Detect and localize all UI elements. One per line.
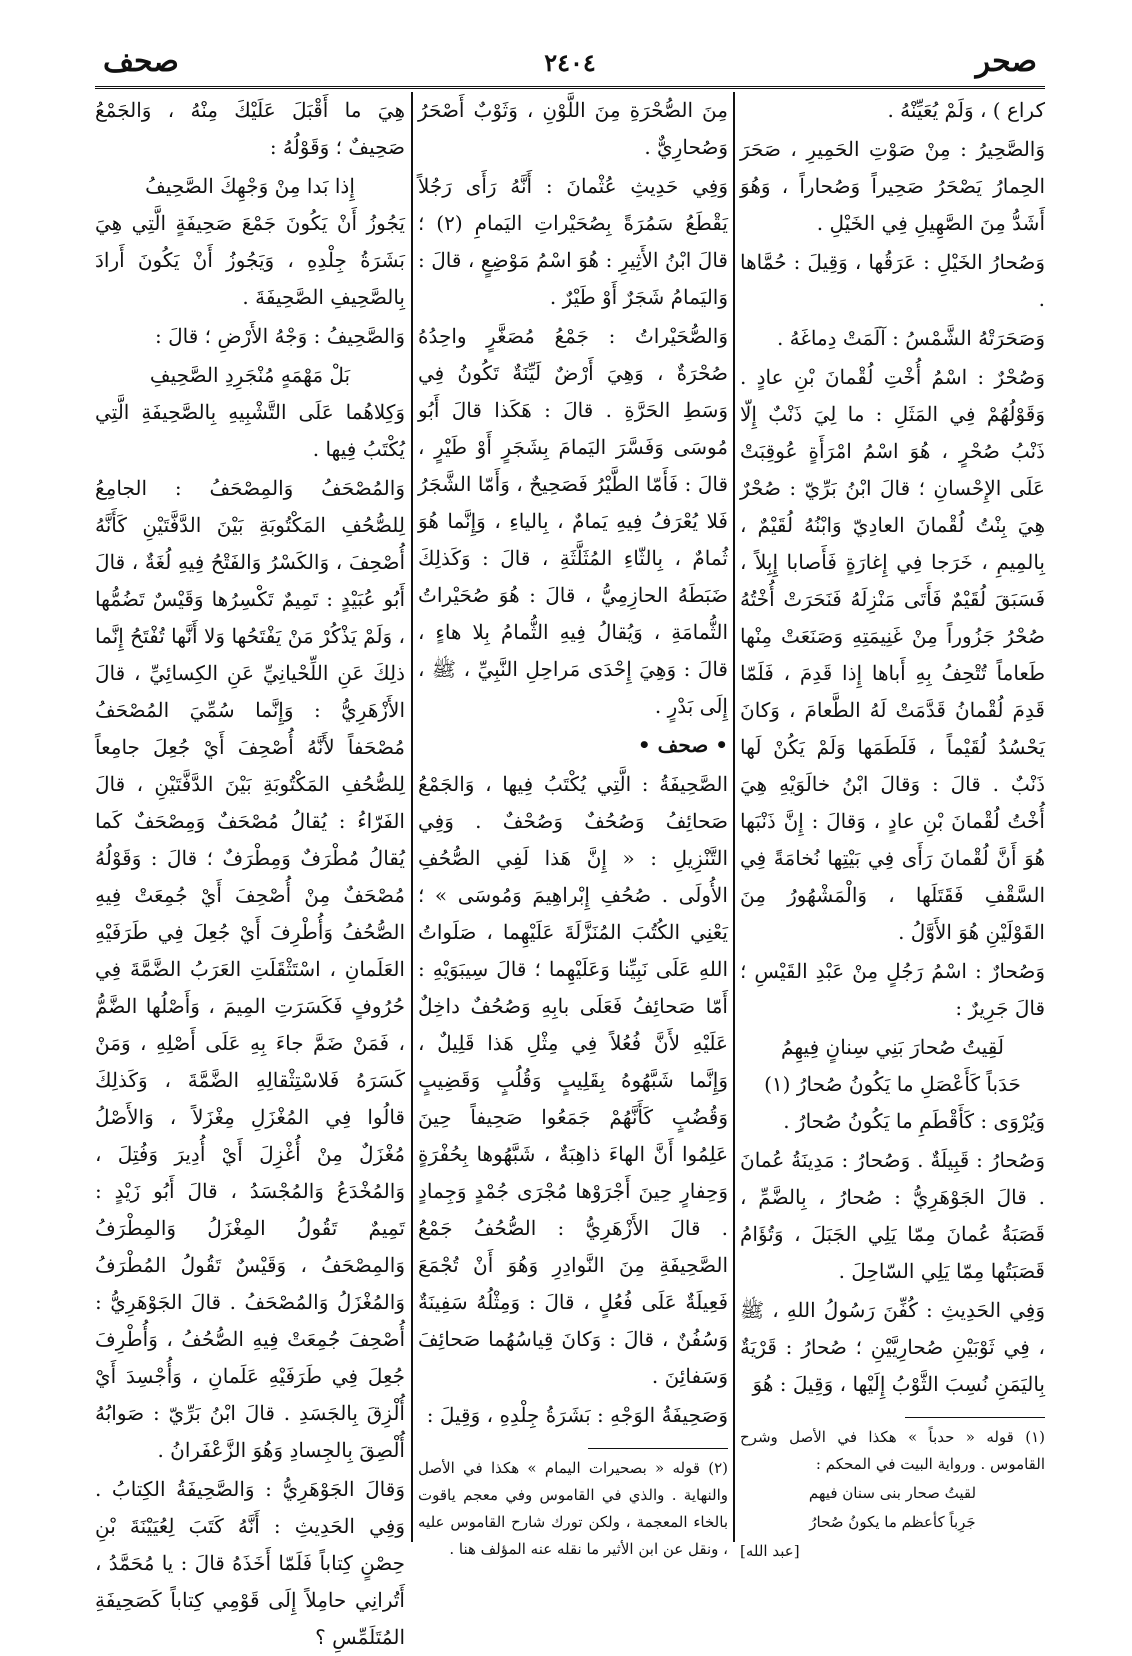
paragraph: هِيَ ما أَقْبَلَ عَلَيْكَ مِنْهُ ، وَالجَمْعُ صَحِيفٌ ؛ وَقَوْلُهُ :: [95, 98, 405, 159]
header-left-word: صحف: [103, 44, 179, 79]
paragraph: يَجُوزُ أَنْ يَكُونَ جَمْعَ صَحِيفَةٍ الَّتِي هِيَ بَشَرَةُ جِلْدِهِ ، وَيَجُوزُ أَنْ يَكُونَ أَرادَ بِالصَّحِيفِ الصَّحِيفَةَ .: [95, 211, 405, 309]
paragraph: وَكِلاهُما عَلَى التَّشْبِيهِ بِالصَّحِيفَةِ الَّتِي يُكْتَبُ فِيها .: [95, 400, 405, 461]
verse-line: إِذا بَدا مِنْ وَجْهِكَ الصَّحِيفُ: [145, 174, 355, 198]
footnote: (٢) قوله « بصحيرات اليمام » هكذا في الأصل والنهاية . والذي في القاموس وفي معجم ياقوت بالخاء المعجمة ، ولكن تورك شارح القاموس عليه ، ونقل عن ابن الأثير ما نقله عنه المؤلف هنا .: [418, 1459, 728, 1558]
paragraph: وَالصُّحَيْراتُ : جَمْعُ مُصَغَّرٍ واحِدُهُ صُحْرَةٌ ، وَهِيَ أَرْضٌ لَيِّنَةٌ تَكُونُ فِي وَسَطِ الحَرَّةِ . قالَ : هَكَذا قالَ أَبُو مُوسَى وَفَسَّرَ اليَمامَ بِشَجَرٍ أَوْ طَيْرٍ ، قالَ : فَأَمّا الطَّيْرُ فَصَحِيحٌ ، وَأَمّا الشَّجَرُ فَلا يُعْرَفُ فِيهِ يَمامٌ ، بِالياءِ ، وَإِنَّما هُوَ ثُمامٌ ، بِالثّاءِ المُثَلَّثَةِ ، قالَ : وَكَذلِكَ ضَبَطَهُ الحازِمِيُّ ، قالَ : هُوَ صُحَيْراتُ الثُّمامَةِ ، وَيُقالُ فِيهِ الثُّمامُ بِلا هاءٍ ، قالَ : وَهِيَ إِحْدَى مَراحِلِ النَّبِيِّ ، ﷺ ، إِلَى بَدْرٍ .: [418, 324, 728, 718]
entry-heading: • صحف •: [637, 733, 728, 757]
footnote-verse: لقيتُ صحار بنى سنان فيهم: [808, 1484, 977, 1502]
paragraph: مِنَ الصُّحْرَةِ مِنَ اللَّوْنِ ، وَثَوْبٌ أَصْحَرُ وَصُحارِيٌّ .: [418, 98, 728, 159]
paragraph: وَصُحارُ : قَبِيلَةٌ . وَصُحارُ : مَدِينَةُ عُمانَ . قالَ الجَوْهَرِيُّ : صُحارُ ، بِالضَّمِّ ، قَصَبَةُ عُمانَ مِمّا يَلِي الجَبَلَ ، وَتُؤَامُ قَصَبَتُها مِمّا يَلِي السّاحِلَ .: [740, 1148, 1045, 1283]
verse-line: حَدَباً كَأَعْصَلِ ما يَكُونُ صُحارُ (١): [764, 1072, 1021, 1096]
paragraph: وَصُحارُ الخَيْلِ : عَرَقُها ، وَقِيلَ : حُمَّاها .: [740, 250, 1045, 311]
page-number: ٢٤٠٤: [544, 48, 596, 77]
paragraph: وَقالَ الجَوْهَرِيُّ : وَالصَّحِيفَةُ الكِتابُ . وَفِي الحَدِيثِ : أَنَّهُ كَتَبَ لِعُيَيْنَةَ بْنِ حِصْنٍ كِتاباً فَلَمّا أَخَذَهُ قالَ : يا مُحَمَّدُ ، أَتُرانِي حامِلاً إِلَى قَوْمِي كِتاباً كَصَحِيفَةِ المُتَلَمِّسِ ؟: [95, 1477, 405, 1649]
paragraph: وَالصَّحِيفُ : وَجْهُ الأَرْضِ ؛ قالَ :: [154, 324, 405, 348]
header-right-word: صحر: [975, 44, 1037, 79]
footnote-separator: [588, 1448, 728, 1449]
verse-line: بَلْ مَهْمَهٍ مُنْجَرِدِ الصَّحِيفِ: [149, 363, 351, 387]
column-divider-left: [411, 92, 413, 1542]
paragraph: وَصُحْرٌ : اسْمُ أُخْتِ لُقْمانَ بْنِ عادٍ . وَقَوْلُهُمْ فِي المَثَلِ : ما لِيَ ذَنْبٌ إِلّا ذَنْبُ صُحْرٍ ، هُوَ اسْمُ امْرَأَةٍ عُوقِبَتْ عَلَى الإِحْسانِ ؛ قالَ ابْنُ بَرِّيّ : صُحْرٌ هِيَ بِنْتُ لُقْمانَ العادِيّ وَابْنُهُ لُقَيْمٌ ، بِالمِيمِ ، خَرَجا فِي إِغارَةٍ فَأَصابا إِبِلاً ، فَسَبَقَ لُقَيْمٌ فَأَتَى مَنْزِلَهُ فَنَحَرَتْ أُخْتُهُ صُحْرُ جَزُوراً مِنْ غَنِيمَتِهِ وَصَنَعَتْ مِنْها طَعاماً تُتْحِفُ بِهِ أَباها إِذا قَدِمَ ، فَلَمّا قَدِمَ لُقْمانُ قَدَّمَتْ لَهُ الطَّعامَ ، وَكانَ يَحْسُدُ لُقَيْماً ، فَلَطَمَها وَلَمْ يَكُنْ لَها ذَنْبٌ . قالَ : وَقالَ ابْنُ خالَوَيْهِ هِيَ أُخْتُ لُقْمانَ بْنِ عادٍ ، وَقالَ : إِنَّ ذَنْبَها هُوَ أَنَّ لُقْمانَ رَأَى فِي بَيْتِها نُخامَةً فِي السَّقْفِ فَقَتَلَها ، وَالْمَشْهُورُ مِنَ القَوْلَيْنِ هُوَ الأَوَّلُ .: [740, 365, 1045, 944]
column-left: [95, 92, 405, 1649]
paragraph: وَالمُصْحَفُ وَالمِصْحَفُ : الجامِعُ لِلصُّحُفِ المَكْتُوبَةِ بَيْنَ الدَّفَّتَيْنِ كَأَنَّهُ أُصْحِفَ ، وَالكَسْرُ وَالفَتْحُ فِيهِ لُغَةٌ ، قالَ أَبُو عُبَيْدٍ : تَمِيمٌ تَكْسِرُها وَقَيْسٌ تَضُمُّها ، وَلَمْ يَذْكُرْ مَنْ يَفْتَحُها وَلا أَنَّها تُفْتَحُ إِنَّما ذلِكَ عَنِ اللِّحْيانِيِّ عَنِ الكِسائِيِّ ، قالَ الأَزْهَرِيُّ : وَإِنَّما سُمِّيَ المُصْحَفُ مُصْحَفاً لأَنَّهُ أُصْحِفَ أَيْ جُعِلَ جامِعاً لِلصُّحُفِ المَكْتُوبَةِ بَيْنَ الدَّفَّتَيْنِ ، قالَ الفَرّاءُ : يُقالُ مُصْحَفٌ وَمِصْحَفٌ كَما يُقالُ مُطْرَفٌ وَمِطْرَفٌ ؛ قالَ : وَقَوْلُهُ مُصْحَفٌ مِنْ أُصْحِفَ أَيْ جُمِعَتْ فِيهِ الصُّحُفُ وَأُطْرِفَ أَيْ جُعِلَ فِي طَرَفَيْهِ العَلَمانِ ، اسْتَثْقَلَتِ العَرَبُ الضَّمَّةَ فِي حُرُوفٍ فَكَسَرَتِ المِيمَ ، وَأَصْلُها الضَّمُّ ، فَمَنْ ضَمَّ جاءَ بِهِ عَلَى أَصْلِهِ ، وَمَنْ كَسَرَهُ فَلاسْتِثْقالِهِ الضَّمَّةَ ، وَكَذلِكَ قالُوا فِي المُغْزَلِ مِغْزَلاً ، وَالأَصْلُ مُغْزَلٌ مِنْ أُغْزِلَ أَيْ أُدِيرَ وَفُتِلَ ، وَالمُخْدَعُ وَالمُجْسَدُ ، قالَ أَبُو زَيْدٍ : تَمِيمٌ تَقُولُ المِغْزَلُ وَالمِطْرَفُ وَالمِصْحَفُ ، وَقَيْسٌ تَقُولُ المُطْرَفُ وَالمُغْزَلُ وَالمُصْحَفُ . قالَ الجَوْهَرِيُّ : أُصْحِفَ جُمِعَتْ فِيهِ الصُّحُفُ ، وَأُطْرِفَ جُعِلَ فِي طَرَفَيْهِ عَلَمانِ ، وَأُجْسِدَ أَيْ أُلْزِقَ بِالجَسَدِ . قالَ ابْنُ بَرِّيّ : صَوابُهُ أُلْصِقَ بِالجِسادِ وَهُوَ الزَّعْفَرانُ .: [95, 476, 405, 1462]
footnote-signature: [عبد الله]: [740, 1542, 800, 1560]
paragraph: وَصُحارٌ : اسْمُ رَجُلٍ مِنْ عَبْدِ القَيْسِ ؛ قالَ جَرِيرٌ :: [740, 959, 1045, 1020]
column-middle: [418, 92, 728, 1558]
footnote: (١) قوله « حدباً » هكذا في الأصل وشرح القاموس . ورواية البيت في المحكم :: [740, 1428, 1045, 1473]
paragraph: وَالصَّحِيرُ : مِنْ صَوْتِ الحَمِيرِ ، صَحَرَ الحِمارُ يَصْحَرُ صَحِيراً وَصُحاراً ، وَهُوَ أَشَدُّ مِنَ الصَّهِيلِ فِي الخَيْلِ .: [740, 137, 1045, 235]
paragraph: وَيُرْوَى : كَأَقْطَمِ ما يَكُونُ صُحارُ .: [783, 1109, 1045, 1133]
paragraph: الصَّحِيفَةُ : الَّتِي يُكْتَبُ فِيها ، وَالجَمْعُ صَحائِفُ وَصُحُفٌ وَصُحْفٌ . وَفِي التَّنْزِيلِ : « إِنَّ هَذا لَفِي الصُّحُفِ الأُولَى . صُحُفِ إِبْراهِيمَ وَمُوسَى » ؛ يَعْنِي الكُتُبَ المُنَزَّلَةَ عَلَيْهِما ، صَلَواتُ اللهِ عَلَى نَبِيِّنا وَعَلَيْهِما ؛ قالَ سِيبَوَيْهِ : أَمّا صَحائِفُ فَعَلَى بابِهِ وَصُحُفٌ داخِلٌ عَلَيْهِ لأَنَّ فُعُلاً فِي مِثْلِ هَذا قَلِيلٌ ، وَإِنَّما شَبَّهُوهُ بِقَلِيبٍ وَقُلُبٍ وَقَضِيبٍ وَقُضُبٍ كَأَنَّهُمْ جَمَعُوا صَحِيفاً حِينَ عَلِمُوا أَنَّ الهاءَ ذاهِبَةٌ ، شَبَّهُوها بِحُفْرَةٍ وَحِفارٍ حِينَ أَجْرَوْها مُجْرَى جُمْدٍ وَجِمادٍ . قالَ الأَزْهَرِيُّ : الصُّحُفُ جَمْعُ الصَّحِيفَةِ مِنَ النَّوادِرِ وَهُوَ أَنْ تُجْمَعَ فَعِيلَةٌ عَلَى فُعُلٍ ، قالَ : وَمِثْلُهُ سَفِينَةٌ وَسُفُنٌ ، قالَ : وَكانَ قِياسُهُما صَحائِفَ وَسَفائِنَ .: [418, 772, 728, 1388]
paragraph: كراع ) ، وَلَمْ يُعَيِّنْهُ .: [887, 98, 1045, 122]
paragraph: وَصَحِيفَةُ الوَجْهِ : بَشَرَةُ جِلْدِهِ ، وَقِيلَ :: [426, 1403, 728, 1427]
verse-line: لَقِيتُ صُحارَ بَنِي سِنانٍ فِيهِمُ: [781, 1035, 1004, 1059]
page-header: [95, 40, 1045, 89]
footnote-verse: جَرِباً كأعظم ما يكونُ صُحارُ: [809, 1513, 976, 1531]
paragraph: وَفِي حَدِيثِ عُثْمانَ : أَنَّهُ رَأَى رَجُلاً يَقْطَعُ سَمُرَةً بِصُحَيْراتِ اليَمامِ (٢) ؛ قالَ ابْنُ الأَثِيرِ : هُوَ اسْمُ مَوْضِعٍ ، قالَ : وَاليَمامُ شَجَرٌ أَوْ طَيْرٌ .: [418, 174, 728, 309]
paragraph: وَفِي الحَدِيثِ : كُفِّنَ رَسُولُ اللهِ ، ﷺ ، فِي ثَوْبَيْنِ صُحارِيَّيْنِ ؛ صُحارُ : قَرْيَةٌ بِاليَمَنِ نُسِبَ الثَّوْبُ إِلَيْها ، وَقِيلَ : هُوَ: [740, 1298, 1045, 1396]
column-divider-right: [733, 92, 735, 1542]
column-right: [740, 92, 1045, 1560]
footnote-separator: [905, 1417, 1045, 1418]
paragraph: وَصَحَرَتْهُ الشَّمْسُ : آلَمَتْ دِماغَهُ .: [776, 326, 1045, 350]
